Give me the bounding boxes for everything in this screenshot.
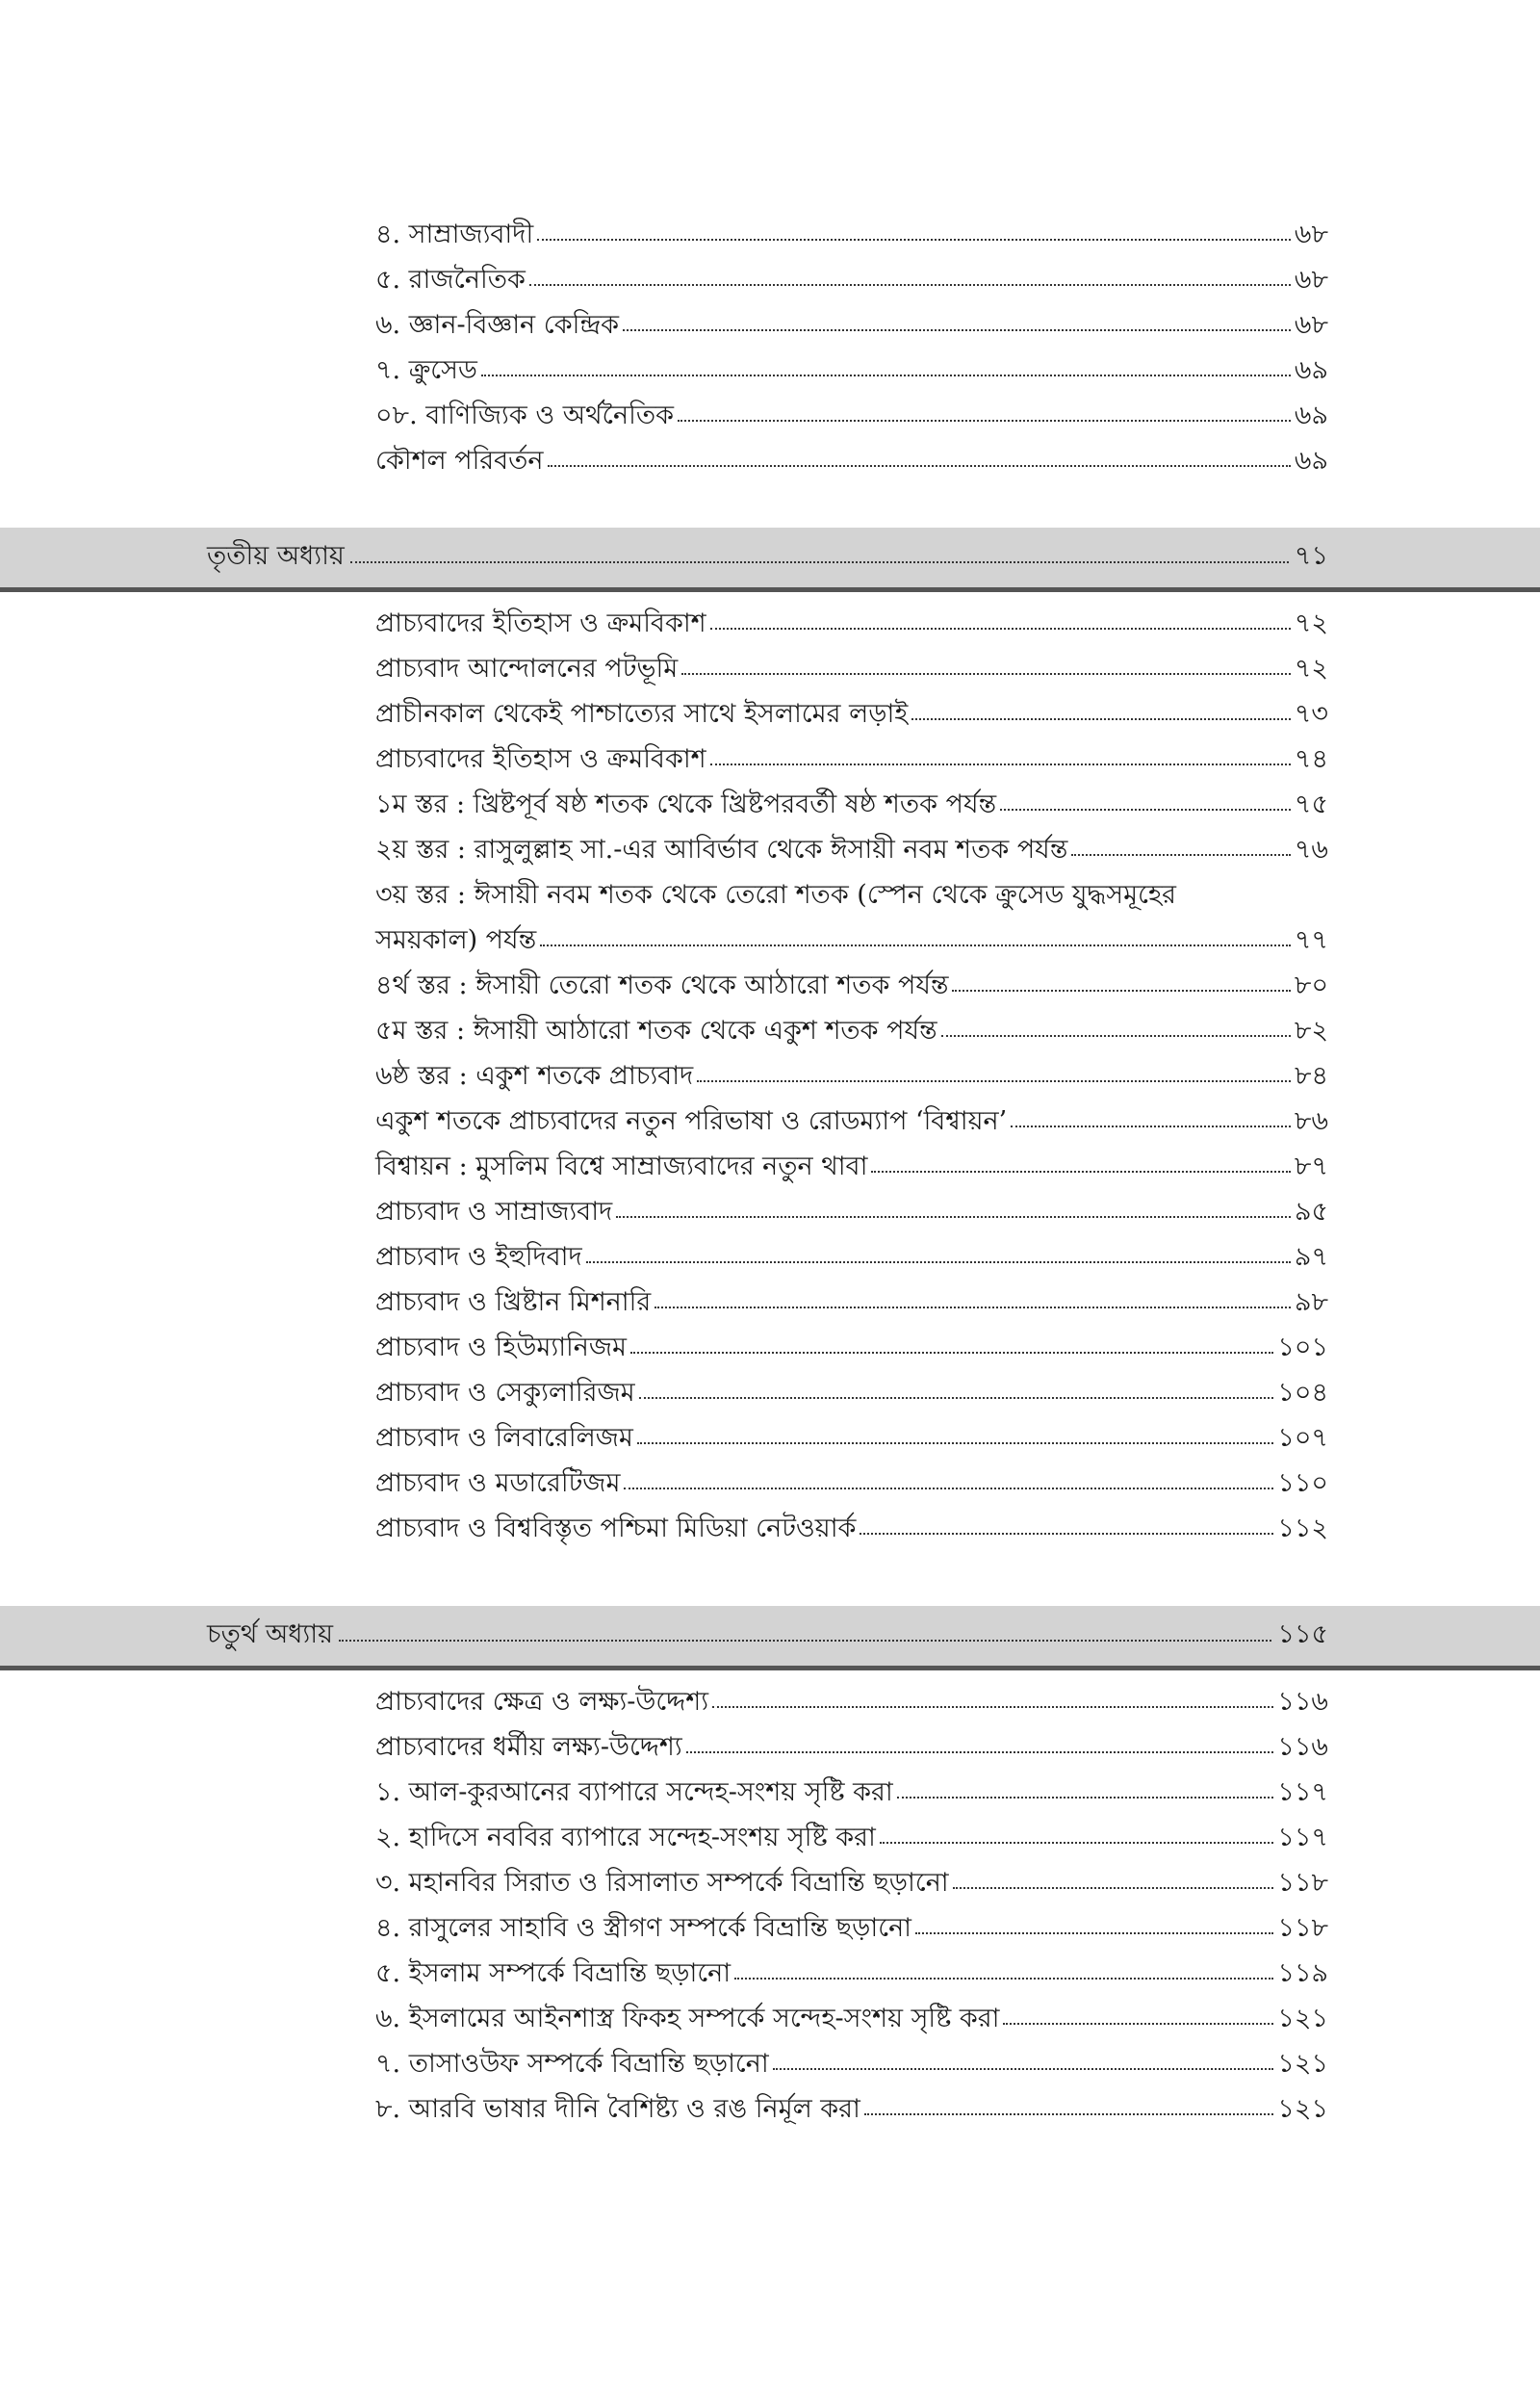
toc-entry-page: ৭২ bbox=[1294, 608, 1328, 638]
dot-leader bbox=[586, 1261, 1291, 1263]
chapter-title: তৃতীয় অধ্যায় bbox=[207, 540, 345, 571]
toc-entry-page: ১০৪ bbox=[1277, 1378, 1328, 1408]
toc-entry-title: প্রাচ্যবাদ ও সেক্যুলারিজম bbox=[375, 1378, 635, 1408]
dot-leader bbox=[1011, 1126, 1291, 1127]
toc-entry bbox=[375, 827, 1328, 872]
toc-entry-page: ৬৮ bbox=[1294, 220, 1328, 249]
toc-entry-page: ১১৯ bbox=[1277, 1958, 1328, 1988]
dot-leader bbox=[1003, 2023, 1273, 2025]
dot-leader bbox=[350, 561, 1289, 563]
toc-entry-page: ৭৩ bbox=[1294, 699, 1328, 729]
toc-entry bbox=[375, 1008, 1328, 1053]
toc-entry-title: প্রাচীনকাল থেকেই পাশ্চাত্যের সাথে ইসলামের লড়াই bbox=[375, 699, 909, 729]
chapter-page: ১১৫ bbox=[1277, 1618, 1328, 1649]
dot-leader bbox=[686, 1751, 1274, 1753]
toc-entry bbox=[375, 438, 1328, 483]
toc-entry-title: ৫ম স্তর : ঈসায়ী আঠারো শতক থেকে একুশ শতক পর্যন্ত bbox=[375, 1016, 937, 1046]
toc-entry bbox=[375, 1189, 1328, 1234]
toc-entry-page: ৬৯ bbox=[1294, 355, 1328, 385]
dot-leader bbox=[860, 1533, 1273, 1535]
toc-entry bbox=[375, 646, 1328, 691]
dot-leader bbox=[654, 1307, 1291, 1308]
toc-entry-title: প্রাচ্যবাদের ইতিহাস ও ক্রমবিকাশ bbox=[375, 608, 706, 638]
toc-entry-page: ৮২ bbox=[1294, 1016, 1328, 1046]
chapter-header-4 bbox=[0, 1606, 1540, 1666]
toc-entry-page: ৮৭ bbox=[1294, 1152, 1328, 1181]
toc-entry bbox=[375, 1280, 1328, 1325]
toc-entry-title: ৫. ইসলাম সম্পর্কে বিভ্রান্তি ছড়ানো bbox=[375, 1958, 732, 1988]
chapter-title: চতুর্থ অধ্যায় bbox=[207, 1618, 333, 1649]
dot-leader bbox=[710, 628, 1291, 630]
toc-entry-title: প্রাচ্যবাদের ক্ষেত্র ও লক্ষ্য-উদ্দেশ্য bbox=[375, 1687, 709, 1717]
toc-entry bbox=[375, 601, 1328, 646]
toc-entry-page: ১১০ bbox=[1277, 1468, 1328, 1498]
toc-entry bbox=[375, 1053, 1328, 1099]
dot-leader bbox=[624, 1488, 1273, 1489]
toc-entry-page: ১২১ bbox=[1277, 2049, 1328, 2079]
toc-entry-title: ১. আল-কুরআনের ব্যাপারে সন্দেহ-সংশয় সৃষ্টি করা bbox=[375, 1777, 893, 1807]
dot-leader bbox=[630, 1352, 1273, 1354]
toc-entry bbox=[375, 691, 1328, 737]
toc-entry bbox=[375, 963, 1328, 1008]
toc-entry-title: ৪. সাম্রাজ্যবাদী bbox=[375, 220, 534, 249]
toc-entry bbox=[375, 737, 1328, 782]
toc-entry-title: ৩য় স্তর : ঈসায়ী নবম শতক থেকে তেরো শতক (স্পেন থেকে ক্রুসেড যুদ্ধসমূহের bbox=[375, 880, 1176, 910]
toc-entry-page: ১১৮ bbox=[1277, 1868, 1328, 1898]
toc-entry-page: ১১৬ bbox=[1277, 1732, 1328, 1762]
toc-entry-page: ৮০ bbox=[1294, 971, 1328, 1000]
toc-wrapped-entry bbox=[375, 872, 1328, 963]
toc-entry-page: ৭৭ bbox=[1294, 925, 1328, 955]
toc-entry bbox=[375, 1506, 1328, 1551]
toc-entry-title: সময়কাল) পর্যন্ত bbox=[375, 925, 537, 955]
toc-entry-title: প্রাচ্যবাদের ধর্মীয় লক্ষ্য-উদ্দেশ্য bbox=[375, 1732, 682, 1762]
toc-entry bbox=[375, 257, 1328, 302]
toc-entry-page: ৯৮ bbox=[1294, 1287, 1328, 1317]
dot-leader bbox=[339, 1640, 1271, 1642]
toc-entry bbox=[375, 212, 1328, 257]
toc-entry bbox=[375, 1679, 1328, 1724]
toc-entry-page: ৮৬ bbox=[1294, 1106, 1328, 1136]
toc-entry-page: ১০৭ bbox=[1277, 1423, 1328, 1453]
toc-entry bbox=[375, 1099, 1328, 1144]
toc-entry bbox=[375, 918, 1328, 963]
dot-leader bbox=[864, 2113, 1274, 2115]
toc-entry-title: ২. হাদিসে নববির ব্যাপারে সন্দেহ-সংশয় সৃষ্টি করা bbox=[375, 1823, 876, 1852]
toc-entry-page: ১০১ bbox=[1277, 1333, 1328, 1362]
toc-section-4 bbox=[375, 1679, 1328, 2132]
toc-entry-page: ৭৬ bbox=[1294, 835, 1328, 865]
toc-entry-title: প্রাচ্যবাদের ইতিহাস ও ক্রমবিকাশ bbox=[375, 744, 706, 774]
toc-entry-page: ১২১ bbox=[1277, 2094, 1328, 2124]
toc-entry-page: ৭৪ bbox=[1294, 744, 1328, 774]
dot-leader bbox=[540, 945, 1291, 946]
toc-entry bbox=[375, 1815, 1328, 1860]
dot-leader bbox=[1000, 809, 1291, 811]
toc-entry bbox=[375, 1370, 1328, 1415]
toc-entry-title: প্রাচ্যবাদ ও হিউম্যানিজম bbox=[375, 1333, 628, 1362]
toc-entry-page: ৭২ bbox=[1294, 654, 1328, 684]
toc-entry-title: ৪. রাসুলের সাহাবি ও স্ত্রীগণ সম্পর্কে বিভ্রান্তি ছড়ানো bbox=[375, 1913, 912, 1943]
toc-entry-page: ১১৬ bbox=[1277, 1687, 1328, 1717]
toc-entry-title: প্রাচ্যবাদ ও বিশ্ববিস্তৃত পশ্চিমা মিডিয়া নেটওয়ার্ক bbox=[375, 1514, 857, 1543]
toc-entry bbox=[375, 1461, 1328, 1506]
dot-leader bbox=[897, 1797, 1274, 1799]
toc-entry bbox=[375, 782, 1328, 827]
toc-entry-title: ৪র্থ স্তর : ঈসায়ী তেরো শতক থেকে আঠারো শতক পর্যন্ত bbox=[375, 971, 949, 1000]
dot-leader bbox=[481, 375, 1291, 376]
toc-entry-line bbox=[375, 872, 1328, 918]
dot-leader bbox=[616, 1216, 1291, 1218]
toc-entry-page: ৯৫ bbox=[1294, 1197, 1328, 1227]
toc-entry-title: প্রাচ্যবাদ ও খ্রিষ্টান মিশনারি bbox=[375, 1287, 652, 1317]
toc-entry-title: প্রাচ্যবাদ ও ইহুদিবাদ bbox=[375, 1242, 582, 1272]
toc-entry-title: ৮. আরবি ভাষার দীনি বৈশিষ্ট্য ও রঙ নির্মূল করা bbox=[375, 2094, 860, 2124]
toc-entry-page: ১১৭ bbox=[1277, 1777, 1328, 1807]
toc-entry-title: ৬. জ্ঞান-বিজ্ঞান কেন্দ্রিক bbox=[375, 310, 620, 340]
toc-entry-title: বিশ্বায়ন : মুসলিম বিশ্বে সাম্রাজ্যবাদের নতুন থাবা bbox=[375, 1152, 868, 1181]
toc-entry bbox=[375, 1325, 1328, 1370]
toc-entry-title: ৩. মহানবির সিরাত ও রিসালাত সম্পর্কে বিভ্রান্তি ছড়ানো bbox=[375, 1868, 949, 1898]
toc-entry-title: ৫. রাজনৈতিক bbox=[375, 265, 526, 295]
toc-entry-page: ১২১ bbox=[1277, 2004, 1328, 2033]
toc-entry-title: প্রাচ্যবাদ ও লিবারেলিজম bbox=[375, 1423, 633, 1453]
dot-leader bbox=[911, 718, 1291, 720]
dot-leader bbox=[1071, 854, 1291, 856]
dot-leader bbox=[710, 763, 1291, 765]
toc-entry-title: ০৮. বাণিজ্যিক ও অর্থনৈতিক bbox=[375, 401, 674, 430]
dot-leader bbox=[773, 2068, 1274, 2070]
dot-leader bbox=[623, 329, 1291, 331]
toc-entry-page: ৬৯ bbox=[1294, 401, 1328, 430]
toc-entry bbox=[375, 1415, 1328, 1461]
toc-entry-page: ৬৮ bbox=[1294, 310, 1328, 340]
toc-entry-title: একুশ শতকে প্রাচ্যবাদের নতুন পরিভাষা ও রোডম্যাপ ‘বিশ্বায়ন’ bbox=[375, 1106, 1008, 1136]
dot-leader bbox=[871, 1171, 1291, 1173]
toc-entry-title: ৭. ক্রুসেড bbox=[375, 355, 477, 385]
chapter-header-3 bbox=[0, 528, 1540, 587]
dot-leader bbox=[952, 990, 1290, 992]
toc-entry-title: প্রাচ্যবাদ ও মডারেটিজম bbox=[375, 1468, 621, 1498]
toc-entry-page: ৮৪ bbox=[1294, 1061, 1328, 1091]
dot-leader bbox=[681, 673, 1291, 675]
toc-entry bbox=[375, 2041, 1328, 2086]
toc-entry bbox=[375, 1724, 1328, 1770]
toc-entry bbox=[375, 2086, 1328, 2132]
dot-leader bbox=[880, 1842, 1274, 1844]
dot-leader bbox=[941, 1035, 1291, 1037]
toc-entry bbox=[375, 348, 1328, 393]
toc-entry-title: ১ম স্তর : খ্রিষ্টপূর্ব ষষ্ঠ শতক থেকে খ্রিষ্টপরবর্তী ষষ্ঠ শতক পর্যন্ত bbox=[375, 789, 997, 819]
toc-entry-page: ১১৭ bbox=[1277, 1823, 1328, 1852]
toc-entry-page: ১১২ bbox=[1277, 1514, 1328, 1543]
dot-leader bbox=[915, 1932, 1273, 1934]
toc-entry-title: প্রাচ্যবাদ আন্দোলনের পটভূমি bbox=[375, 654, 679, 684]
toc-section-1 bbox=[375, 212, 1328, 483]
toc-entry bbox=[375, 302, 1328, 348]
dot-leader bbox=[712, 1706, 1273, 1708]
dot-leader bbox=[678, 420, 1291, 422]
toc-entry bbox=[375, 1234, 1328, 1280]
toc-entry-page: ৭৫ bbox=[1294, 789, 1328, 819]
toc-entry bbox=[375, 1860, 1328, 1905]
toc-section-3 bbox=[375, 963, 1328, 1551]
toc-entry bbox=[375, 1996, 1328, 2041]
chapter-divider bbox=[0, 1666, 1540, 1670]
toc-entry-page: ৬৮ bbox=[1294, 265, 1328, 295]
toc-entry-title: ৬ষ্ঠ স্তর : একুশ শতকে প্রাচ্যবাদ bbox=[375, 1061, 694, 1091]
toc-entry-title: প্রাচ্যবাদ ও সাম্রাজ্যবাদ bbox=[375, 1197, 613, 1227]
toc-entry-title: কৌশল পরিবর্তন bbox=[375, 446, 544, 476]
toc-entry bbox=[375, 1144, 1328, 1189]
toc-entry-title: ৭. তাসাওউফ সম্পর্কে বিভ্রান্তি ছড়ানো bbox=[375, 2049, 769, 2079]
toc-entry-title: ২য় স্তর : রাসুলুল্লাহ সা.-এর আবির্ভাব থেকে ঈসায়ী নবম শতক পর্যন্ত bbox=[375, 835, 1068, 865]
chapter-page: ৭১ bbox=[1294, 540, 1328, 571]
toc-entry bbox=[375, 1770, 1328, 1815]
toc-section-2 bbox=[375, 601, 1328, 872]
dot-leader bbox=[537, 239, 1291, 241]
toc-entry-page: ৯৭ bbox=[1294, 1242, 1328, 1272]
dot-leader bbox=[529, 284, 1291, 286]
toc-entry bbox=[375, 1951, 1328, 1996]
toc-entry-page: ১১৮ bbox=[1277, 1913, 1328, 1943]
toc-entry-page: ৬৯ bbox=[1294, 446, 1328, 476]
dot-leader bbox=[734, 1978, 1273, 1980]
chapter-divider bbox=[0, 587, 1540, 592]
dot-leader bbox=[637, 1442, 1274, 1444]
toc-entry bbox=[375, 393, 1328, 438]
dot-leader bbox=[548, 465, 1291, 467]
dot-leader bbox=[697, 1080, 1291, 1082]
dot-leader bbox=[953, 1887, 1274, 1889]
dot-leader bbox=[639, 1397, 1274, 1399]
toc-entry bbox=[375, 1905, 1328, 1951]
toc-entry-title: ৬. ইসলামের আইনশাস্ত্র ফিকহ সম্পর্কে সন্দেহ-সংশয় সৃষ্টি করা bbox=[375, 2004, 1000, 2033]
